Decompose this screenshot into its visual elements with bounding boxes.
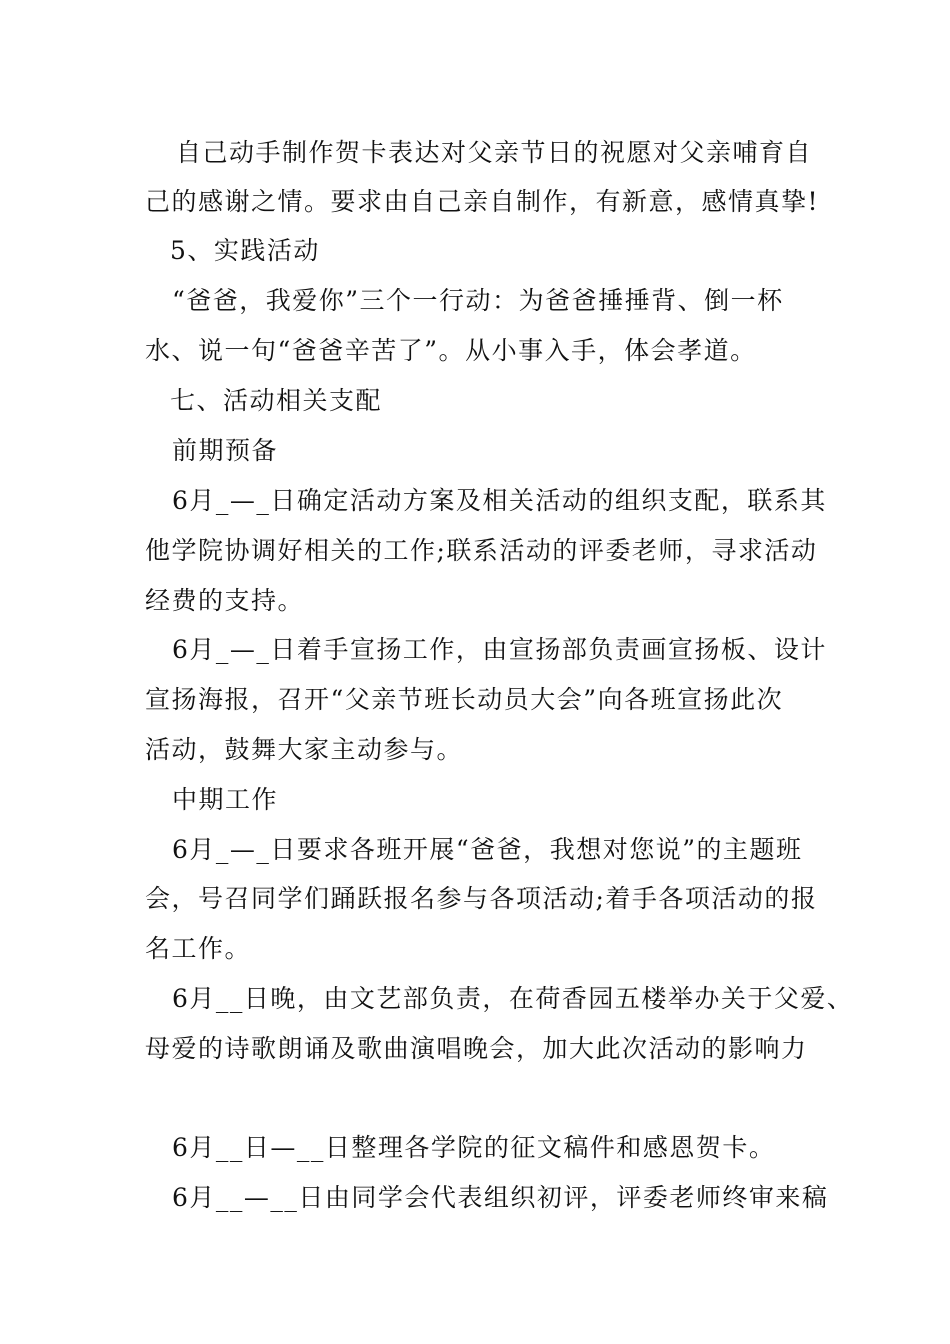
paragraph-line: 会，号召同学们踊跃报名参与各项活动;着手各项活动的报 — [145, 884, 818, 913]
paragraph-line: 6月__日晚，由文艺部负责，在荷香园五楼举办关于父爱、 — [172, 984, 854, 1013]
paragraph-line: 6月__—__日由同学会代表组织初评，评委老师终审来稿 — [172, 1183, 829, 1212]
paragraph-line: 6月_—_日要求各班开展“爸爸，我想对您说”的主题班 — [172, 835, 803, 864]
section-heading: 七、活动相关支配 — [170, 386, 383, 415]
section-heading: 5、实践活动 — [170, 236, 320, 265]
paragraph-line: 6月_—_日确定活动方案及相关活动的组织支配，联系其 — [172, 486, 827, 515]
paragraph-line: 己的感谢之情。要求由自己亲自制作，有新意，感情真挚! — [145, 187, 820, 216]
paragraph-line: 名工作。 — [145, 934, 252, 963]
paragraph-line: “爸爸，我爱你”三个一行动：为爸爸捶捶背、倒一杯 — [172, 286, 784, 315]
paragraph-line: 活动，鼓舞大家主动参与。 — [145, 735, 464, 764]
paragraph-line: 他学院协调好相关的工作;联系活动的评委老师，寻求活动 — [145, 536, 818, 565]
paragraph-line: 母爱的诗歌朗诵及歌曲演唱晚会，加大此次活动的影响力 — [145, 1034, 808, 1063]
paragraph-line: 6月__日—__日整理各学院的征文稿件和感恩贺卡。 — [172, 1133, 776, 1162]
paragraph-line: 宣扬海报，召开“父亲节班长动员大会”向各班宣扬此次 — [145, 685, 784, 714]
subsection-heading: 前期预备 — [172, 436, 279, 465]
paragraph-line: 经费的支持。 — [145, 586, 305, 615]
paragraph-line: 6月_—_日着手宣扬工作，由宣扬部负责画宣扬板、设计 — [172, 635, 827, 664]
subsection-heading: 中期工作 — [172, 785, 279, 814]
paragraph-line: 水、说一句“爸爸辛苦了”。从小事入手，体会孝道。 — [145, 336, 757, 365]
paragraph-line: 自己动手制作贺卡表达对父亲节日的祝愿对父亲哺育自 — [176, 138, 813, 167]
